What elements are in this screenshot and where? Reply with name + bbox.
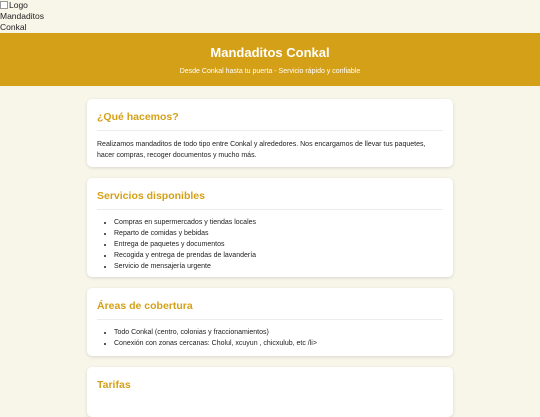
page-title: Mandaditos Conkal bbox=[210, 45, 330, 60]
list-item: • Reparto de comidas y bebidas bbox=[114, 228, 443, 239]
list-item: • Servicio de mensajería urgente bbox=[114, 261, 443, 272]
section-heading-what-we-do: ¿Qué hacemos? bbox=[97, 99, 443, 131]
list-item: • Conexión con zonas cercanas: Cholul, xcuyun , chicxulub, etc /li> bbox=[114, 338, 443, 349]
page-subtitle: Desde Conkal hasta tu puerta - Servicio rápido y confiable bbox=[179, 68, 361, 75]
section-rates bbox=[87, 367, 453, 417]
broken-image-icon bbox=[0, 1, 8, 9]
logo-image-broken bbox=[0, 0, 60, 33]
section-heading-services: Servicios disponibles bbox=[97, 178, 443, 210]
coverage-list bbox=[97, 327, 443, 349]
services-list bbox=[97, 217, 443, 272]
logo-alt-text: Logo Mandaditos Conkal bbox=[0, 0, 44, 32]
list-item: • Todo Conkal (centro, colonias y fraccionamientos) bbox=[114, 327, 443, 338]
list-item: • Entrega de paquetes y documentos bbox=[114, 239, 443, 250]
section-heading-coverage: Áreas de cobertura bbox=[97, 288, 443, 320]
list-item: • Recogida y entrega de prendas de lavandería bbox=[114, 250, 443, 261]
section-services bbox=[87, 178, 453, 277]
site-header bbox=[0, 33, 540, 86]
list-item: • Compras en supermercados y tiendas locales bbox=[114, 217, 443, 228]
section-what-we-do bbox=[87, 99, 453, 167]
section-text-what-we-do: Realizamos mandaditos de todo tipo entre Conkal y alrededores. Nos encargamos de llevar tus paquetes, hacer compras, recoger documentos y mucho más. bbox=[97, 141, 426, 159]
section-heading-rates: Tarifas bbox=[97, 379, 131, 391]
section-coverage bbox=[87, 288, 453, 356]
